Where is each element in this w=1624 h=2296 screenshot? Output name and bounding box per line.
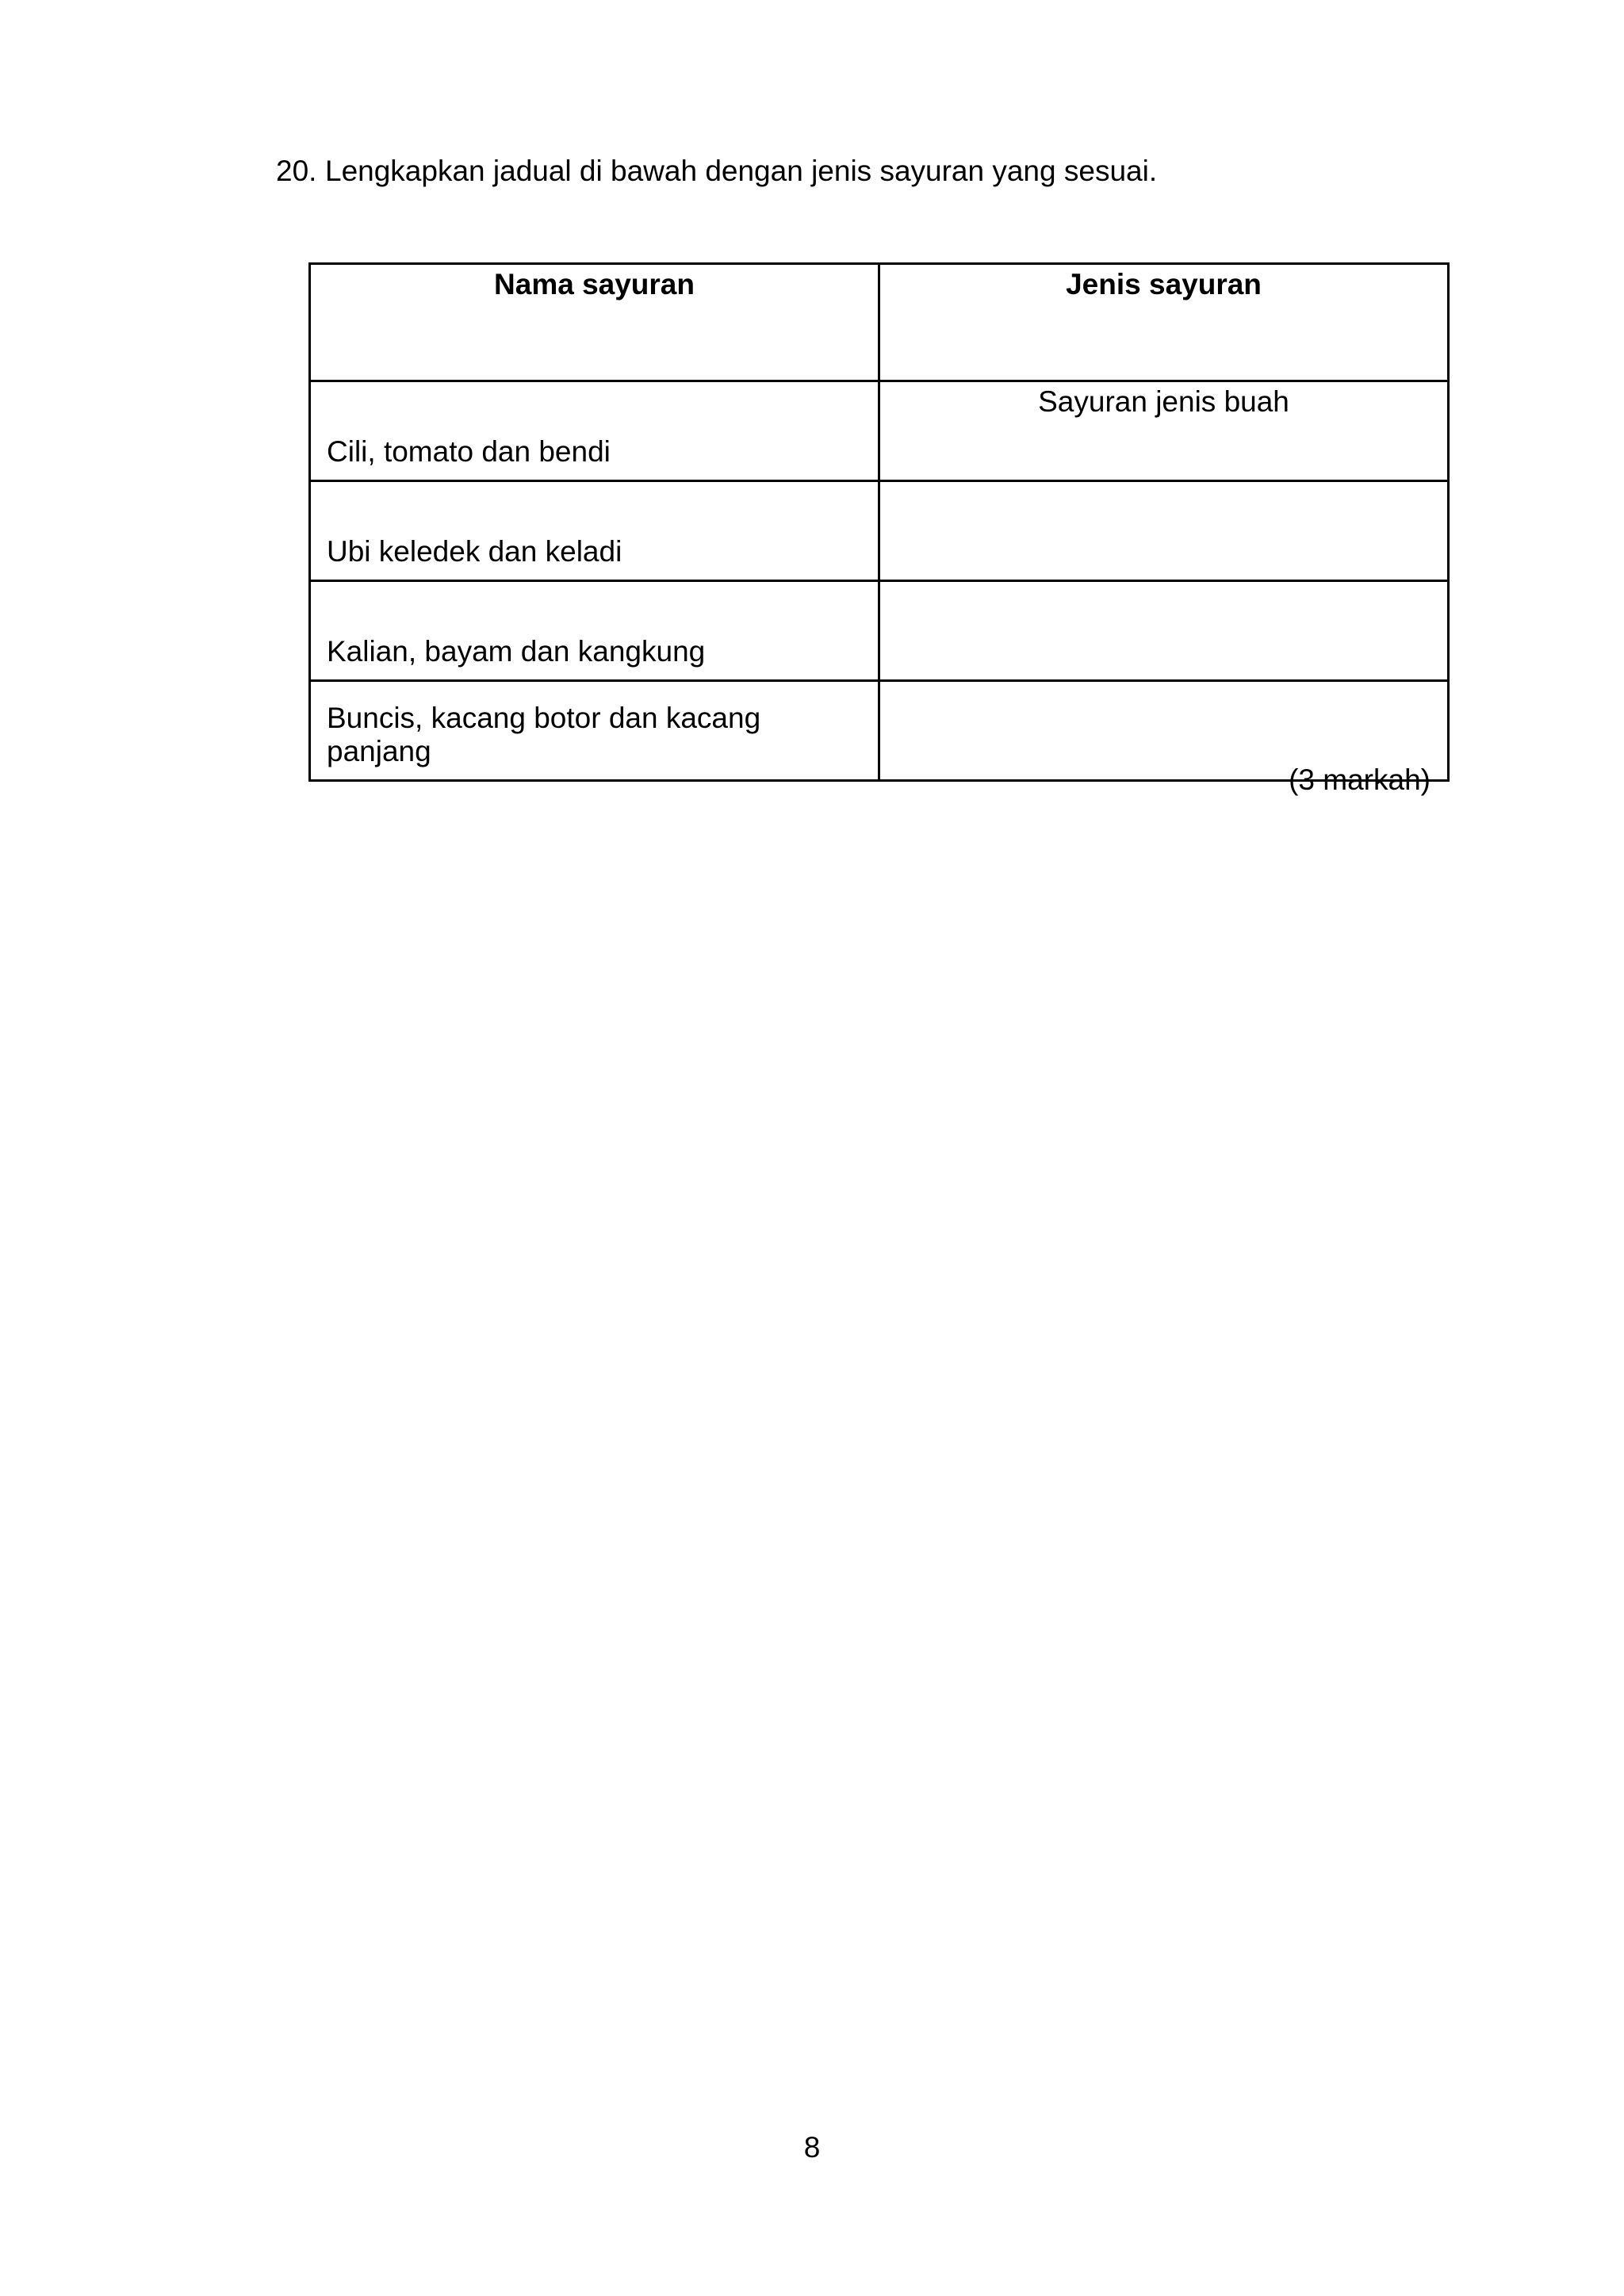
marks-label: (3 markah) [1289, 763, 1431, 796]
vegetable-name-cell: Ubi keledek dan keladi [310, 481, 879, 581]
page-number: 8 [803, 2131, 821, 2164]
vegetable-type-answer-cell[interactable] [879, 481, 1449, 581]
vegetable-name-cell: Kalian, bayam dan kangkung [310, 581, 879, 681]
table-row [310, 381, 1449, 481]
table-row [310, 581, 1449, 681]
vegetable-type-cell: Sayuran jenis buah [879, 381, 1449, 481]
question-text [276, 153, 1157, 189]
vegetable-name-cell: Buncis, kacang botor dan kacang panjang [310, 681, 879, 781]
table-row [310, 681, 1449, 781]
header-nama-sayuran: Nama sayuran [310, 264, 879, 381]
question-instruction: Lengkapkan jadual di bawah dengan jenis sayuran yang sesuai. [325, 155, 1158, 187]
header-jenis-sayuran: Jenis sayuran [879, 264, 1449, 381]
table-header-row [310, 264, 1449, 381]
question-number: 20. [276, 155, 317, 187]
table-row [310, 481, 1449, 581]
vegetable-name-cell: Cili, tomato dan bendi [310, 381, 879, 481]
vegetable-type-answer-cell[interactable] [879, 581, 1449, 681]
vegetable-table [308, 262, 1450, 782]
